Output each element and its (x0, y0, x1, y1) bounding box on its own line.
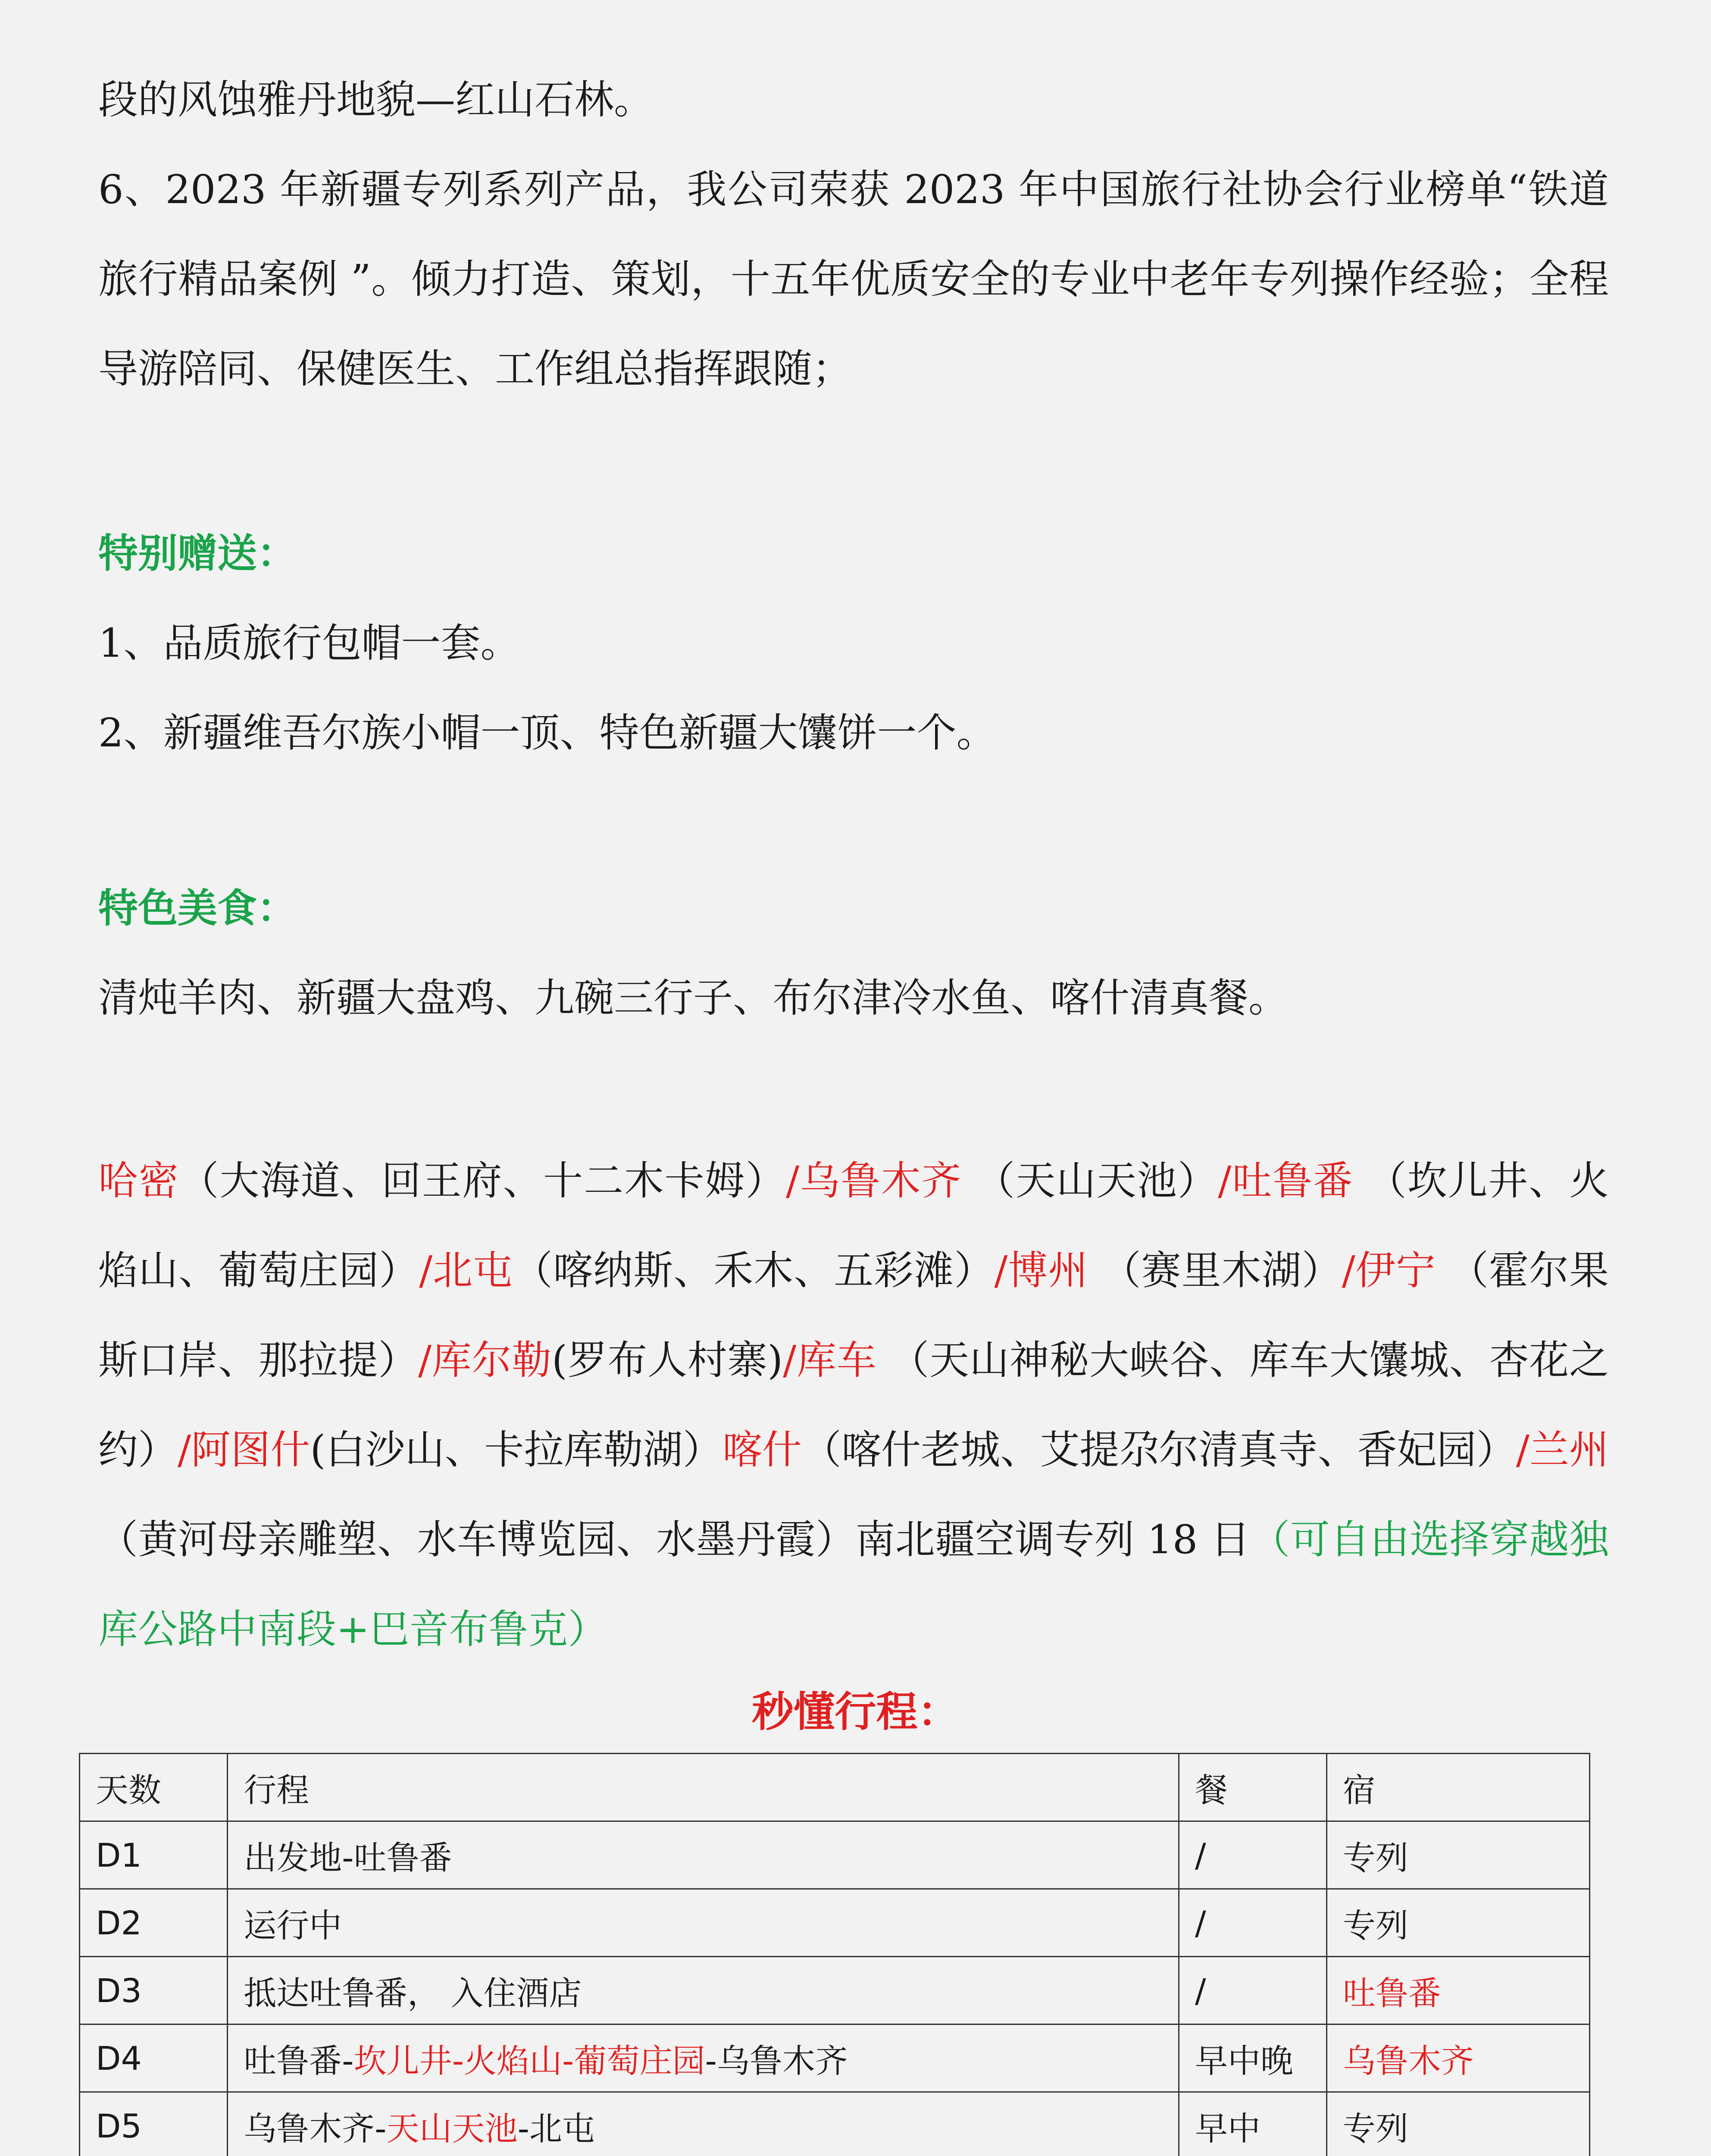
food-text: 清炖羊肉、新疆大盘鸡、九碗三行子、布尔津冷水鱼、喀什清真餐。 (98, 975, 1289, 1021)
food-heading: 特色美食： (98, 885, 297, 931)
intro-section (98, 55, 1609, 414)
route-city: /吐鲁番 (1218, 1158, 1354, 1204)
cell-route (228, 2092, 1179, 2156)
cell-day: D3 (80, 1957, 228, 2024)
header-stay: 宿 (1326, 1754, 1589, 1821)
cell-route (228, 1821, 1179, 1889)
route-section (98, 1136, 1609, 1674)
route-attractions: （大海道、回王府、十二木卡姆） (179, 1158, 786, 1204)
table-row (80, 1821, 1590, 1889)
header-meal: 餐 (1179, 1754, 1327, 1821)
route-city: 哈密 (98, 1158, 179, 1204)
route-text: -乌鲁木齐 (705, 2041, 848, 2080)
cell-day: D5 (80, 2092, 228, 2156)
route-city: /兰州 (1516, 1427, 1609, 1473)
cell-meal: / (1179, 1889, 1327, 1957)
route-attractions: （喀纳斯、禾木、五彩滩） (513, 1247, 995, 1294)
route-city: /乌鲁木齐 (786, 1158, 962, 1204)
route-text: 出发地-吐鲁番 (244, 1838, 452, 1877)
intro-line: 段的风蚀雅丹地貌—红山石林。 (98, 77, 654, 123)
cell-meal: 早中晚 (1179, 2024, 1327, 2092)
cell-stay: 专列 (1326, 1889, 1589, 1957)
cell-stay: 吐鲁番 (1326, 1957, 1589, 2024)
route-attractions: (罗布人村寨) (551, 1337, 783, 1383)
cell-day: D4 (80, 2024, 228, 2092)
cell-stay: 专列 (1326, 2092, 1589, 2156)
route-attractions: （赛里木湖） (1088, 1247, 1342, 1294)
route-text: -北屯 (517, 2109, 595, 2148)
cell-meal: / (1179, 1957, 1327, 2024)
cell-meal: 早中 (1179, 2092, 1327, 2156)
route-city: /北屯 (419, 1247, 513, 1294)
route-paragraph (98, 1136, 1609, 1674)
route-attractions: （黄河母亲雕塑、水车博览园、水墨丹霞）南北疆空调专列 18 日 (98, 1517, 1251, 1563)
route-highlight: 天山天池 (386, 2109, 518, 2148)
cell-route (228, 1957, 1179, 2024)
route-note: （可自由选择穿越独库公路中南段+巴音布鲁克） (98, 1517, 1609, 1652)
route-city: /阿图什 (178, 1427, 310, 1473)
itinerary-table (79, 1753, 1590, 2156)
header-route: 行程 (228, 1754, 1179, 1821)
route-attractions: （喀什老城、艾提尕尔清真寺、香妃园） (801, 1427, 1516, 1473)
header-day: 天数 (80, 1754, 228, 1821)
route-attractions: （天山神秘大峡谷、库车大馕城、杏花之约） (98, 1337, 1609, 1473)
route-attractions: （坎儿井、火焰山、葡萄庄园） (98, 1158, 1609, 1294)
table-row (80, 2024, 1590, 2092)
table-row (80, 2092, 1590, 2156)
route-text: 乌鲁木齐- (244, 2109, 387, 2148)
food-section (98, 864, 1609, 1043)
cell-route (228, 1889, 1179, 1957)
cell-stay: 乌鲁木齐 (1326, 2024, 1589, 2092)
gifts-section (98, 509, 1609, 778)
table-row (80, 1957, 1590, 2024)
route-text: 吐鲁番- (244, 2041, 354, 2080)
cell-stay: 专列 (1326, 1821, 1589, 1889)
intro-item-6: 6、2023 年新疆专列系列产品，我公司荣获 2023 年中国旅行社协会行业榜单“铁道旅行精品案例 ”。倾力打造、策划，十五年优质安全的专业中老年专列操作经验；全程导游陪同、保健医生、工作组总指挥跟随； (98, 166, 1609, 392)
route-city: /博州 (994, 1247, 1089, 1294)
table-row (80, 1889, 1590, 1957)
cell-day: D1 (80, 1821, 228, 1889)
route-text: 抵达吐鲁番， 入住酒店 (244, 1974, 582, 2012)
route-text: 运行中 (244, 1906, 342, 1945)
cell-route (228, 2024, 1179, 2092)
route-city: /伊宁 (1342, 1247, 1436, 1294)
route-attractions: (白沙山、卡拉库勒湖） (310, 1427, 723, 1473)
gifts-heading: 特别赠送： (98, 530, 297, 577)
cell-meal: / (1179, 1821, 1327, 1889)
gift-item: 2、新疆维吾尔族小帽一顶、特色新疆大馕饼一个。 (98, 710, 996, 756)
route-highlight: 坎儿井-火焰山-葡萄庄园 (353, 2041, 705, 2080)
route-city: 喀什 (722, 1427, 802, 1473)
table-header-row (80, 1754, 1590, 1821)
cell-day: D2 (80, 1889, 228, 1957)
route-attractions: （霍尔果斯口岸、那拉提） (98, 1247, 1609, 1383)
route-city: /库车 (783, 1337, 877, 1383)
itinerary-title: 秒懂行程： (752, 1688, 959, 1736)
gift-item: 1、品质旅行包帽一套。 (98, 620, 520, 666)
route-attractions: （天山天池） (962, 1158, 1218, 1204)
route-city: /库尔勒 (418, 1337, 552, 1383)
